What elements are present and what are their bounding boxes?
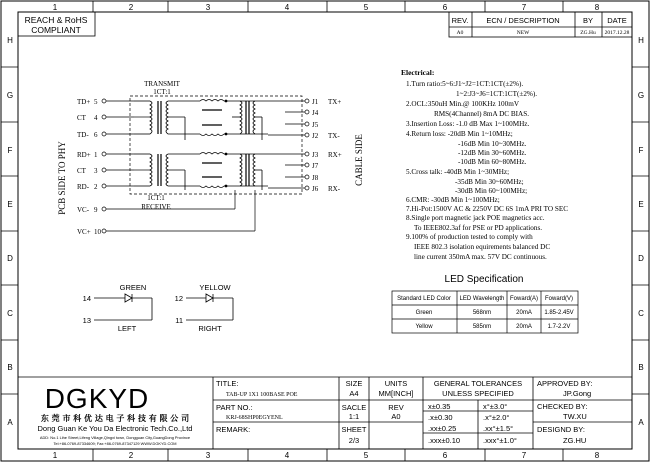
scale-value: 1:1 [348, 412, 360, 421]
right-pin-name-5: RX+ [328, 151, 342, 159]
part-label: PART NO.: [216, 403, 253, 412]
zone-bottom-4: 4 [284, 451, 290, 460]
zone-left-a: A [7, 418, 13, 427]
electrical-line-15: 8.Single port magnetic jack POE magnetics acc. [406, 214, 545, 222]
electrical-line-6: 4.Return loss: -20dB Min 1~10MHz; [406, 130, 513, 138]
receive-ratio: 1CT:1 [147, 194, 165, 202]
zone-top-3: 3 [205, 3, 211, 12]
zone-top-6: 6 [442, 3, 448, 12]
zone-left-g: G [6, 91, 14, 100]
checked-label: CHECKED BY: [537, 402, 588, 411]
right-pin-num-6: J7 [312, 162, 319, 170]
zone-left-f: F [7, 146, 13, 155]
left-pin-name-1: TD+ [77, 98, 91, 106]
zone-bottom-2: 2 [128, 451, 134, 460]
tolerance-cell: .x°±2.0° [483, 413, 510, 422]
zone-right-h: H [638, 36, 644, 45]
scale-label: SACLE [341, 403, 367, 412]
rev-header-date: DATE [607, 16, 627, 25]
schematic-wiring [102, 96, 309, 233]
left-pin-num-5: 3 [94, 167, 98, 175]
zone-top-4: 4 [284, 3, 290, 12]
pcb-side-label: PCB SIDE TO PHY [57, 141, 67, 215]
company-name-en: Dong Guan Ke You Da Electronic Tech.Co.,Ltd [37, 424, 193, 433]
left-pin-num-1: 5 [94, 98, 98, 106]
electrical-line-3: 2.OCL:350uH Min.@ 100KHz 100mV [406, 100, 520, 108]
led-yellow-label: YELLOW [199, 283, 231, 292]
led-spec-title: LED Specification [444, 274, 524, 285]
zone-left-c: C [7, 309, 13, 318]
zone-top-1: 1 [52, 3, 58, 12]
led-spec-cell: 1.85-2.45V [544, 310, 574, 316]
led-spec-header-color: Standard LED Color [397, 296, 451, 302]
units-value: MM[INCH] [378, 389, 414, 398]
transmit-transformer [134, 101, 200, 140]
cable-side-label: CABLE SIDE [354, 134, 364, 186]
left-pin-num-6: 2 [94, 183, 98, 191]
electrical-line-1: 1.Turn ratio:5~6:J1~J2=1CT:1CT(±2%). [406, 80, 524, 88]
size-value: A4 [349, 389, 359, 398]
rev-value-rev: A0 [456, 30, 464, 36]
tolerance-title-2: UNLESS SPECIFIED [442, 389, 514, 398]
zone-bottom-6: 6 [442, 451, 448, 460]
company-logo: DGKYD [44, 383, 150, 414]
remark-label: REMARK: [216, 425, 251, 434]
zone-right-e: E [638, 200, 644, 209]
size-label: SIZE [345, 379, 363, 388]
led-yellow-pin-left: 12 [174, 294, 183, 303]
electrical-line-16: To IEEE802.3af for PSE or PD applications. [414, 224, 543, 232]
led-green-symbol [94, 294, 152, 320]
electrical-title: Electrical: [401, 68, 435, 77]
led-yellow-symbol [186, 294, 233, 320]
left-pin-num-7: 9 [94, 206, 98, 214]
compliance-line-1: REACH & RoHS [24, 15, 88, 25]
electrical-line-18: IEEE 802.3 isolation equirements balanced DC [414, 243, 551, 251]
zone-right-c: C [638, 309, 644, 318]
company-address: ADD: No.1 Lihe Street,Lifeng Village,Qingxi town, Dongguan City,GuangDong Province [39, 435, 191, 440]
tolerance-cell: .xx°±1.5° [483, 424, 514, 433]
left-pin-name-5: CT [77, 167, 86, 175]
right-pin-name-4: TX- [328, 132, 340, 140]
right-pin-num-1: J1 [312, 98, 319, 106]
led-spec-header-forward-a: Foward(A) [509, 296, 539, 302]
led-spec-cell: 20mA [516, 324, 532, 330]
receive-termination [225, 153, 262, 190]
designed-value: ZG.HU [563, 436, 587, 445]
zone-left-h: H [7, 36, 13, 45]
electrical-line-5: 3.Insertion Loss: -1.0 dB Max 1~100MHz. [406, 120, 530, 128]
receive-label: RECEIVE [141, 203, 171, 211]
led-green-label: GREEN [119, 283, 147, 292]
led-spec-cell: 1.7-2.2V [547, 324, 571, 330]
rev-header-by: BY [582, 16, 594, 25]
led-spec-header-wavelength: LED Wavelength [459, 296, 505, 302]
transmit-choke [200, 100, 268, 136]
zone-bottom-3: 3 [205, 451, 211, 460]
led-spec-cell: 20mA [516, 310, 532, 316]
company-contact: Tel:+86-0769-87334609; Fax:+86-0769-87347129 WWW.DGKYD.COM [53, 441, 177, 446]
led-spec-cell: Yellow [415, 324, 433, 330]
left-pin-name-6: RD- [77, 183, 90, 191]
zone-top-7: 7 [521, 3, 527, 12]
part-value: KRJ-68SHP0EGYENL [226, 415, 283, 421]
compliance-line-2: COMPLIANT [31, 25, 81, 35]
tolerance-cell: x°±3.0° [483, 402, 508, 411]
left-pin-num-4: 1 [94, 151, 98, 159]
tolerance-title-1: GENERAL TOLERANCES [433, 379, 523, 388]
left-pin-num-3: 6 [94, 131, 98, 139]
rev-value-ecn: NEW [516, 30, 530, 36]
rev-value: A0 [391, 412, 401, 421]
electrical-line-13: 6.CMR: -30dB Min 1~100MHz; [406, 196, 500, 204]
zone-top-2: 2 [128, 3, 134, 12]
led-spec-cell: Green [415, 310, 433, 316]
transmit-ratio: 1CT:1 [153, 88, 171, 96]
right-pin-num-2: J4 [312, 109, 319, 117]
zone-right-g: G [637, 91, 645, 100]
approved-value: JP.Gong [563, 389, 592, 398]
zone-bottom-1: 1 [52, 451, 58, 460]
zone-bottom-7: 7 [521, 451, 527, 460]
electrical-line-8: -12dB Min 30~60MHz. [458, 149, 527, 157]
electrical-line-14: 7.Hi-Pot:1500V AC & 2250V DC 6S 1mA PRI TO SEC [406, 205, 569, 213]
title-label: TITLE: [216, 379, 239, 388]
units-label: UNITS [384, 379, 408, 388]
rev-label: REV [388, 403, 404, 412]
led-green-pin-right: 13 [82, 316, 91, 325]
electrical-line-12: -30dB Min 60~100MHz; [455, 187, 528, 195]
led-spec-header-forward-v: Foward(V) [544, 296, 574, 302]
right-pin-name-8: RX- [328, 185, 341, 193]
right-pin-num-3: J5 [312, 121, 319, 129]
left-pin-name-4: RD+ [77, 151, 91, 159]
tolerance-cell: .xx±0.25 [428, 424, 457, 433]
led-green-pin-left: 14 [82, 294, 91, 303]
rev-header-rev: REV. [451, 16, 469, 25]
tolerance-cell: .xxx°±1.0° [483, 436, 517, 445]
electrical-line-9: -10dB Min 60~80MHz. [458, 158, 527, 166]
sheet-value: 2/3 [348, 436, 360, 445]
zone-left-d: D [7, 254, 13, 263]
sheet-label: SHEET [341, 425, 367, 434]
led-spec-cell: 568nm [472, 310, 492, 316]
left-pin-num-2: 4 [94, 114, 98, 122]
tolerance-cell: .xxx±0.10 [428, 436, 461, 445]
company-name-cn: 东 莞 市 科 优 达 电 子 科 技 有 限 公 司 [40, 414, 190, 423]
right-pin-num-7: J8 [312, 174, 319, 182]
tolerance-cell: x±0.35 [428, 402, 451, 411]
zone-right-f: F [638, 146, 644, 155]
left-pin-num-8: 10 [94, 228, 101, 236]
led-yellow-pin-right: 11 [175, 316, 183, 325]
electrical-line-2: 1~2:J3~J6=1CT:1CT(±2%). [456, 90, 538, 98]
designed-label: DESIGND BY: [537, 425, 585, 434]
led-green-side: LEFT [117, 324, 137, 333]
zone-top-5: 5 [363, 3, 369, 12]
checked-value: TW.XU [563, 412, 587, 421]
left-pin-name-3: TD- [77, 131, 89, 139]
zone-right-b: B [638, 363, 644, 372]
electrical-line-7: -16dB Min 10~30MHz. [458, 140, 527, 148]
zone-top-8: 8 [594, 3, 600, 12]
electrical-line-11: -35dB Min 30~60MHz; [455, 178, 524, 186]
zone-left-b: B [7, 363, 13, 372]
led-yellow-side: RIGHT [198, 324, 222, 333]
right-pin-name-1: TX+ [328, 98, 342, 106]
left-pin-name-8: VC+ [77, 228, 91, 236]
left-pin-name-2: CT [77, 114, 86, 122]
right-pin-num-4: J2 [312, 132, 319, 140]
rev-value-by: ZG.Hu [580, 30, 596, 36]
transmit-label: TRANSMIT [144, 80, 180, 88]
zone-right-a: A [638, 418, 644, 427]
electrical-line-17: 9.100% of production tested to comply with [406, 233, 533, 241]
rev-value-date: 2017.12.28 [604, 30, 630, 36]
receive-transformer [134, 154, 200, 190]
left-pin-name-7: VC- [77, 206, 90, 214]
right-pin-num-8: J6 [312, 185, 319, 193]
approved-label: APPROVED BY: [537, 379, 593, 388]
led-spec-cell: 585nm [472, 324, 492, 330]
title-value: TAB-UP 1X1 100BASE POE [226, 392, 298, 398]
zone-bottom-8: 8 [594, 451, 600, 460]
tolerance-cell: .x±0.30 [428, 413, 453, 422]
zone-right-d: D [638, 254, 644, 263]
electrical-line-4: RMS(4Channel) 8mA DC BIAS. [434, 110, 530, 118]
zone-left-e: E [7, 200, 13, 209]
right-pin-num-5: J3 [312, 151, 319, 159]
rev-header-ecn: ECN / DESCRIPTION [486, 16, 560, 25]
zone-bottom-5: 5 [363, 451, 369, 460]
electrical-line-19: line current 350mA max. 57V DC continuous. [414, 253, 547, 261]
electrical-line-10: 5.Cross talk: -40dB Min 1~30MHz; [406, 168, 510, 176]
